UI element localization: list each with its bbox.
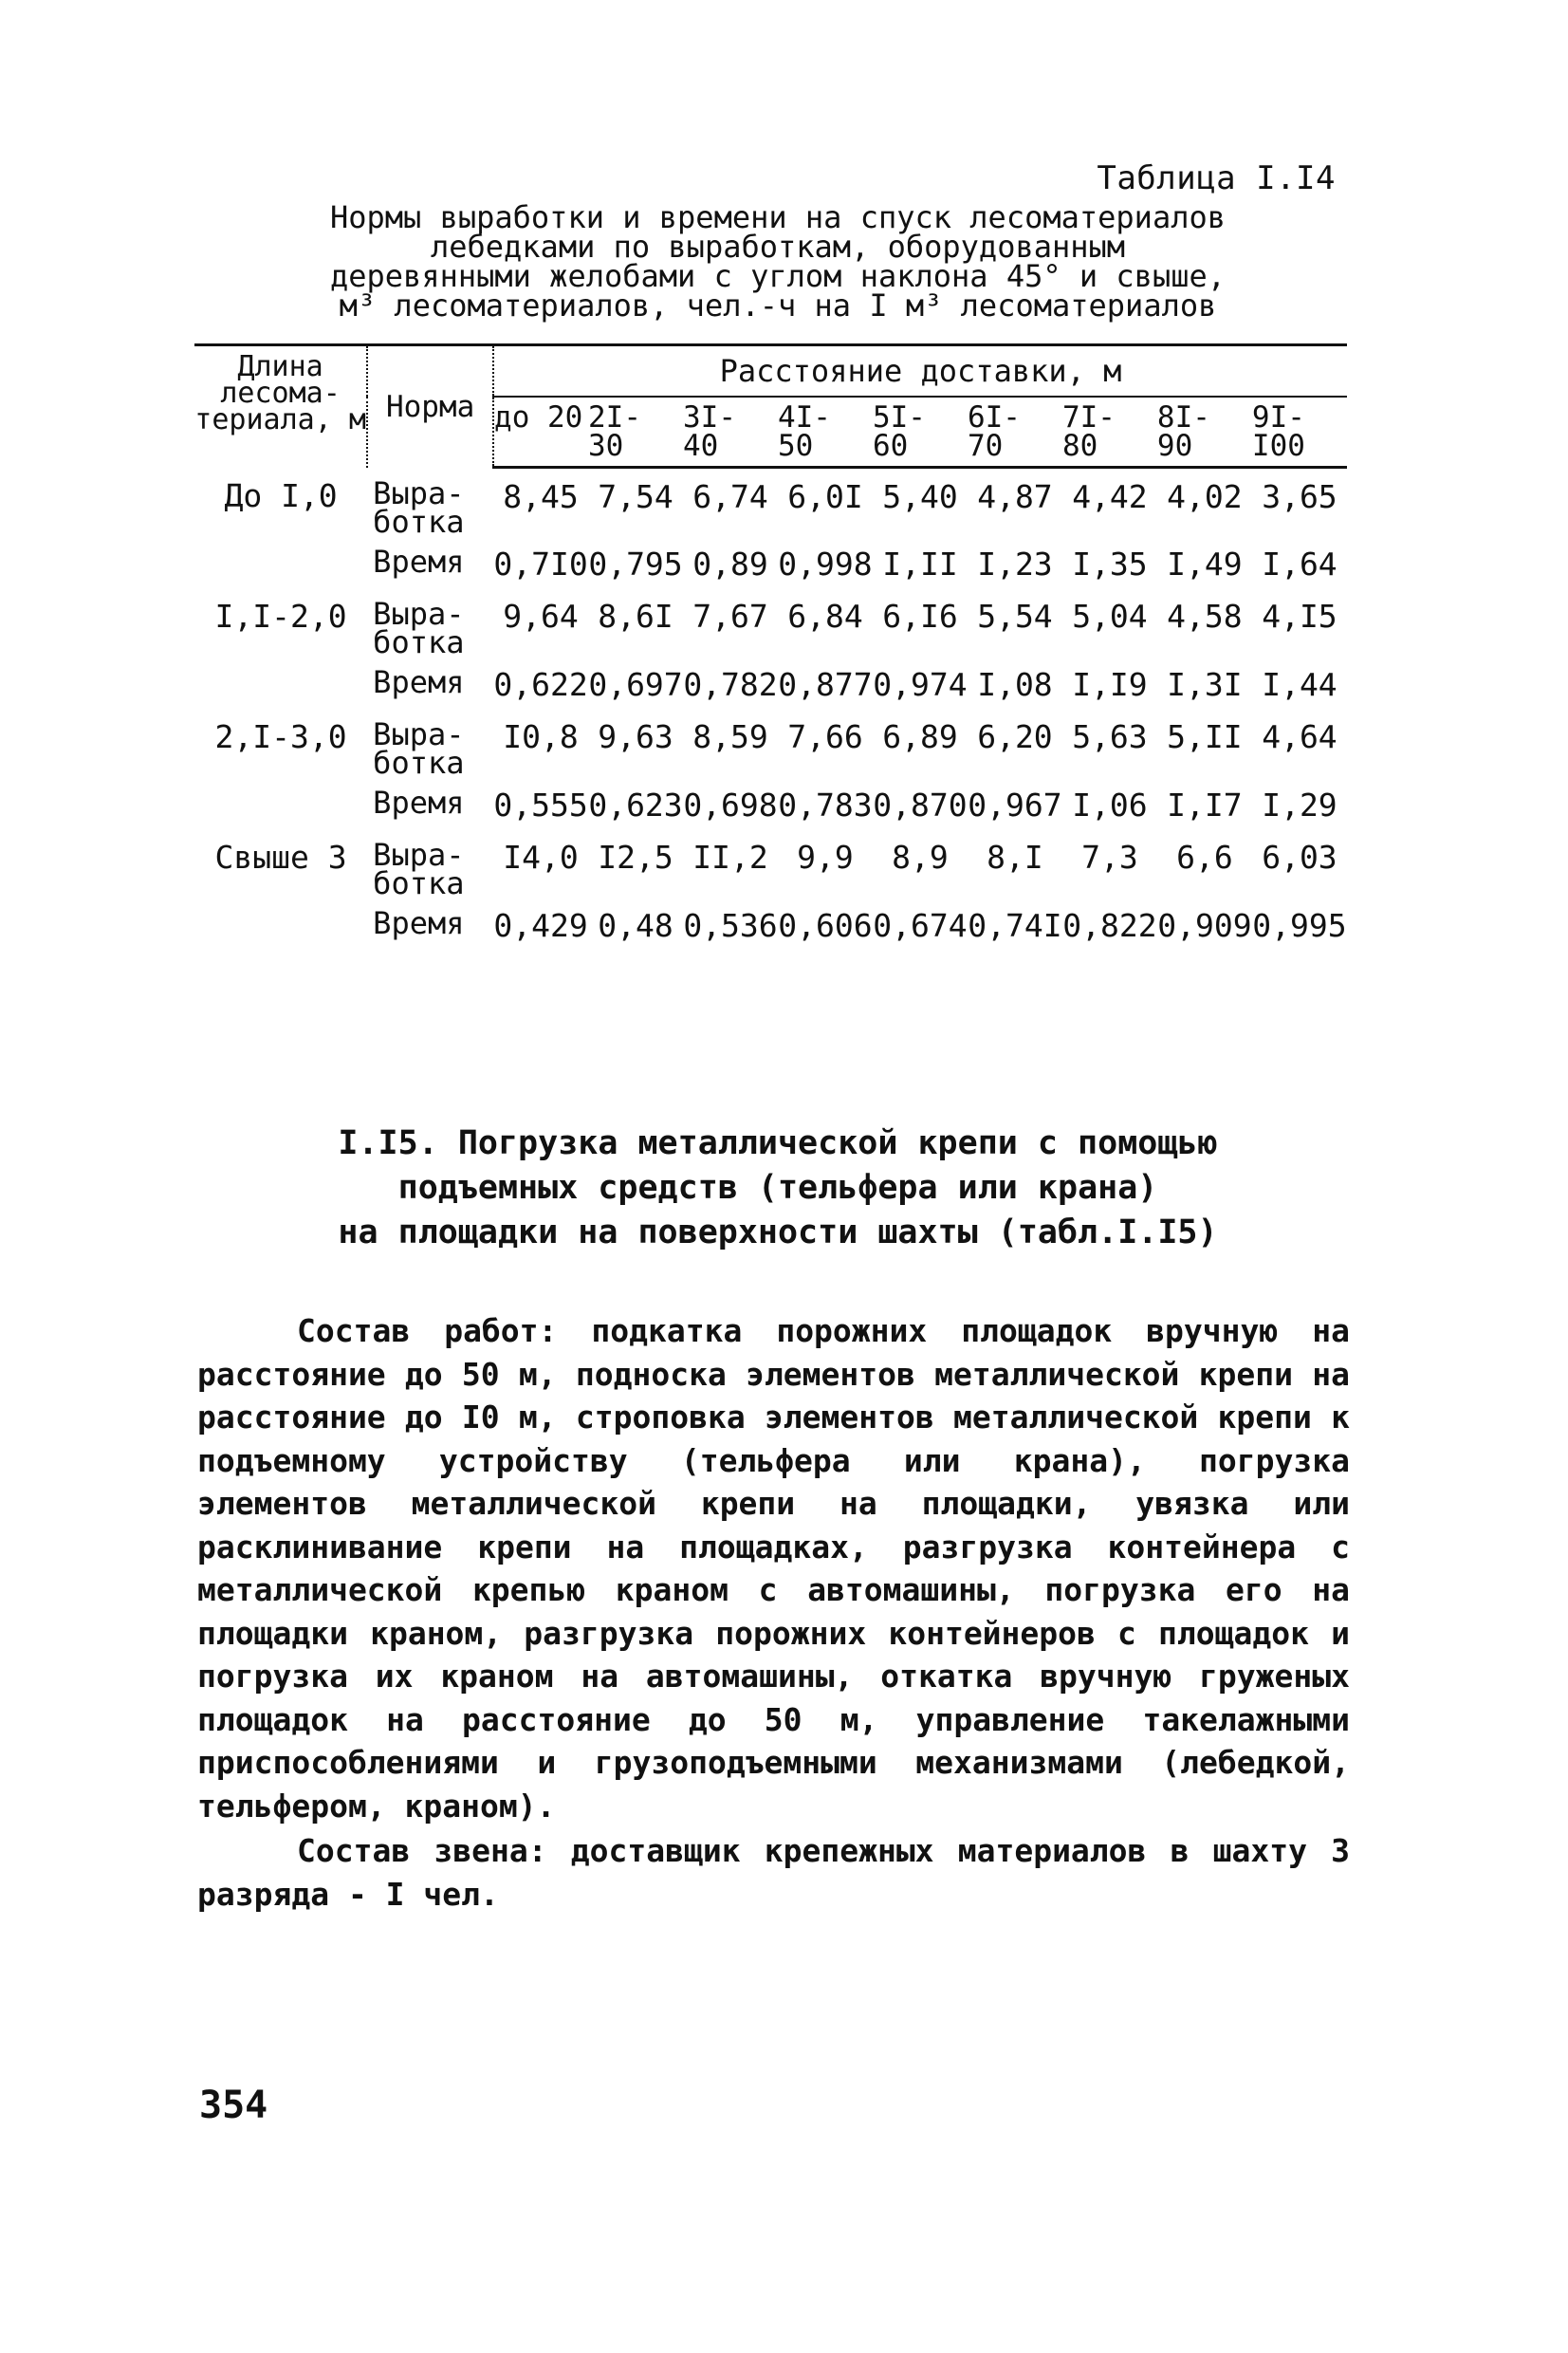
time-value-cell: 0,429 bbox=[493, 906, 588, 944]
output-value-cell: 6,0I bbox=[787, 478, 863, 515]
section-heading-line: подъемных средств (тельфера или крана) bbox=[397, 1169, 1158, 1207]
table-row-output bbox=[194, 588, 1347, 657]
output-value-cell: 7,66 bbox=[787, 717, 863, 755]
time-value-cell: 0,998 bbox=[778, 545, 873, 583]
table-row-time bbox=[194, 898, 1347, 950]
time-value-cell: I,23 bbox=[977, 545, 1053, 583]
output-value-cell: 6,6 bbox=[1176, 838, 1233, 876]
table-row-output bbox=[194, 468, 1347, 536]
output-value-cell: 5,04 bbox=[1072, 597, 1148, 635]
table-row-time bbox=[194, 536, 1347, 588]
time-value-cell: 0,782 bbox=[683, 665, 778, 703]
output-value-cell: II,2 bbox=[692, 838, 768, 876]
table-row-output bbox=[194, 829, 1347, 898]
time-value-cell: I,II bbox=[882, 545, 958, 583]
time-value-cell: 0,89 bbox=[692, 545, 768, 583]
output-value-cell: 7,3 bbox=[1081, 838, 1138, 876]
time-value-cell: I,I9 bbox=[1072, 665, 1148, 703]
time-value-cell: 0,7I0 bbox=[493, 545, 588, 583]
norm-label-cell: Выра- ботка bbox=[373, 474, 465, 540]
output-value-cell: 4,58 bbox=[1167, 597, 1243, 635]
norm-label-cell: Выра- ботка bbox=[373, 595, 465, 660]
output-value-cell: 9,63 bbox=[598, 717, 673, 755]
table-title bbox=[190, 199, 1366, 324]
output-value-cell: 6,I6 bbox=[882, 597, 958, 635]
time-value-cell: I,29 bbox=[1262, 786, 1337, 824]
time-value-cell: 0,995 bbox=[1252, 906, 1347, 944]
table-title-line: м³ лесоматериалов, чел.-ч на I м³ лесоматериалов bbox=[339, 287, 1217, 324]
output-value-cell: 4,42 bbox=[1072, 478, 1148, 515]
section-heading-line: на площадки на поверхности шахты (табл.I.I5) bbox=[338, 1214, 1218, 1251]
material-length-cell: Свыше 3 bbox=[214, 838, 347, 876]
output-value-cell: 8,9 bbox=[892, 838, 949, 876]
distance-range-header: 5I- 60 bbox=[873, 397, 968, 468]
output-value-cell: 4,87 bbox=[977, 478, 1053, 515]
table-label: Таблица I.I4 bbox=[1097, 159, 1336, 197]
output-value-cell: 3,65 bbox=[1262, 478, 1337, 515]
table-row-output bbox=[194, 709, 1347, 777]
output-value-cell: 7,54 bbox=[598, 478, 673, 515]
material-length-cell: I,I-2,0 bbox=[214, 597, 347, 635]
time-value-cell: 0,974 bbox=[873, 665, 968, 703]
section-heading-line: I.I5. Погрузка металлической крепи с помощью bbox=[338, 1124, 1218, 1162]
output-value-cell: 5,40 bbox=[882, 478, 958, 515]
distance-range-header: 6I- 70 bbox=[968, 397, 1062, 468]
table-title-line: лебедками по выработкам, оборудованным bbox=[430, 229, 1126, 265]
section-heading bbox=[190, 1121, 1366, 1255]
time-value-cell: I,49 bbox=[1167, 545, 1243, 583]
time-value-cell: 0,674 bbox=[873, 906, 968, 944]
time-value-cell: 0,877 bbox=[778, 665, 873, 703]
output-value-cell: 8,45 bbox=[503, 478, 579, 515]
time-value-cell: 0,48 bbox=[598, 906, 673, 944]
time-value-cell: 0,555 bbox=[493, 786, 588, 824]
column-header-distance: Расстояние доставки, м bbox=[493, 345, 1347, 398]
output-value-cell: 6,20 bbox=[977, 717, 1053, 755]
output-value-cell: 5,63 bbox=[1072, 717, 1148, 755]
time-value-cell: 0,697 bbox=[588, 665, 683, 703]
time-value-cell: 0,783 bbox=[778, 786, 873, 824]
material-length-cell: 2,I-3,0 bbox=[214, 717, 347, 755]
distance-range-header: 9I- I00 bbox=[1252, 397, 1347, 468]
column-header-length: Длина лесома- териала, м bbox=[194, 345, 367, 468]
norms-table bbox=[194, 343, 1347, 950]
distance-range-header: 7I- 80 bbox=[1062, 397, 1157, 468]
output-value-cell: 8,6I bbox=[598, 597, 673, 635]
time-value-cell: I,06 bbox=[1072, 786, 1148, 824]
time-value-cell: I,35 bbox=[1072, 545, 1148, 583]
time-value-cell: 0,795 bbox=[588, 545, 683, 583]
output-value-cell: 9,9 bbox=[797, 838, 854, 876]
norm-label-cell: Время bbox=[373, 663, 465, 700]
distance-range-header: 2I- 30 bbox=[588, 397, 683, 468]
output-value-cell: 4,02 bbox=[1167, 478, 1243, 515]
output-value-cell: 6,84 bbox=[787, 597, 863, 635]
time-value-cell: 0,606 bbox=[778, 906, 873, 944]
column-header-norm: Норма bbox=[367, 345, 493, 468]
work-composition-paragraph: Состав работ: подкатка порожних площадок вручную на расстояние до 50 м, подноска элементов металлической крепи на расстояние до I0 м, строповка элементов металлической крепи к подъемному устройству (тельфера или крана), погрузка элементов металлической крепи на площадки, увязка или расклинивание крепи на площадках, разгрузка контейнера с металлической крепью краном с автомашины, погрузка его на площадки краном, разгрузка порожних контейнеров с площадок и погрузка их краном на автомашины, откатка вручную груженых площадок на расстояние до 50 м, управление такелажными приспособлениями и грузоподъемными механизмами (лебедкой, тельфером, краном). bbox=[197, 1312, 1350, 1825]
output-value-cell: 4,64 bbox=[1262, 717, 1337, 755]
distance-range-header: до 20 bbox=[493, 397, 588, 468]
time-value-cell: 0,74I bbox=[968, 906, 1062, 944]
time-value-cell: I,3I bbox=[1167, 665, 1243, 703]
time-value-cell: 0,536 bbox=[683, 906, 778, 944]
time-value-cell: 0,967 bbox=[968, 786, 1062, 824]
norm-label-cell: Выра- ботка bbox=[373, 836, 465, 901]
time-value-cell: 0,623 bbox=[588, 786, 683, 824]
distance-range-header: 3I- 40 bbox=[683, 397, 778, 468]
output-value-cell: 6,74 bbox=[692, 478, 768, 515]
time-value-cell: 0,698 bbox=[683, 786, 778, 824]
output-value-cell: 6,89 bbox=[882, 717, 958, 755]
norm-label-cell: Время bbox=[373, 904, 465, 941]
time-value-cell: I,64 bbox=[1262, 545, 1337, 583]
page-number: 354 bbox=[199, 2084, 268, 2127]
time-value-cell: 0,822 bbox=[1062, 906, 1157, 944]
output-value-cell: 5,II bbox=[1167, 717, 1243, 755]
output-value-cell: 6,03 bbox=[1262, 838, 1337, 876]
time-value-cell: 0,622 bbox=[493, 665, 588, 703]
table-title-line: деревянными желобами с углом наклона 45° и свыше, bbox=[329, 258, 1226, 294]
output-value-cell: I0,8 bbox=[503, 717, 579, 755]
output-value-cell: 9,64 bbox=[503, 597, 579, 635]
table-title-line: Нормы выработки и времени на спуск лесоматериалов bbox=[329, 199, 1226, 235]
time-value-cell: 0,909 bbox=[1157, 906, 1252, 944]
material-length-cell: До I,0 bbox=[224, 476, 338, 514]
table-row-time bbox=[194, 657, 1347, 709]
time-value-cell: I,08 bbox=[977, 665, 1053, 703]
norm-label-cell: Выра- ботка bbox=[373, 715, 465, 781]
crew-composition-paragraph: Состав звена: доставщик крепежных материалов в шахту 3 разряда - I чел. bbox=[197, 1832, 1350, 1913]
time-value-cell: I,44 bbox=[1262, 665, 1337, 703]
output-value-cell: 7,67 bbox=[692, 597, 768, 635]
norm-label-cell: Время bbox=[373, 543, 465, 580]
output-value-cell: 8,I bbox=[987, 838, 1043, 876]
output-value-cell: I4,0 bbox=[503, 838, 579, 876]
distance-range-header: 8I- 90 bbox=[1157, 397, 1252, 468]
output-value-cell: 5,54 bbox=[977, 597, 1053, 635]
time-value-cell: I,I7 bbox=[1167, 786, 1243, 824]
output-value-cell: 4,I5 bbox=[1262, 597, 1337, 635]
table-row-time bbox=[194, 777, 1347, 829]
output-value-cell: I2,5 bbox=[598, 838, 673, 876]
output-value-cell: 8,59 bbox=[692, 717, 768, 755]
time-value-cell: 0,870 bbox=[873, 786, 968, 824]
norm-label-cell: Время bbox=[373, 784, 465, 821]
table-body bbox=[194, 468, 1347, 950]
distance-range-header: 4I- 50 bbox=[778, 397, 873, 468]
